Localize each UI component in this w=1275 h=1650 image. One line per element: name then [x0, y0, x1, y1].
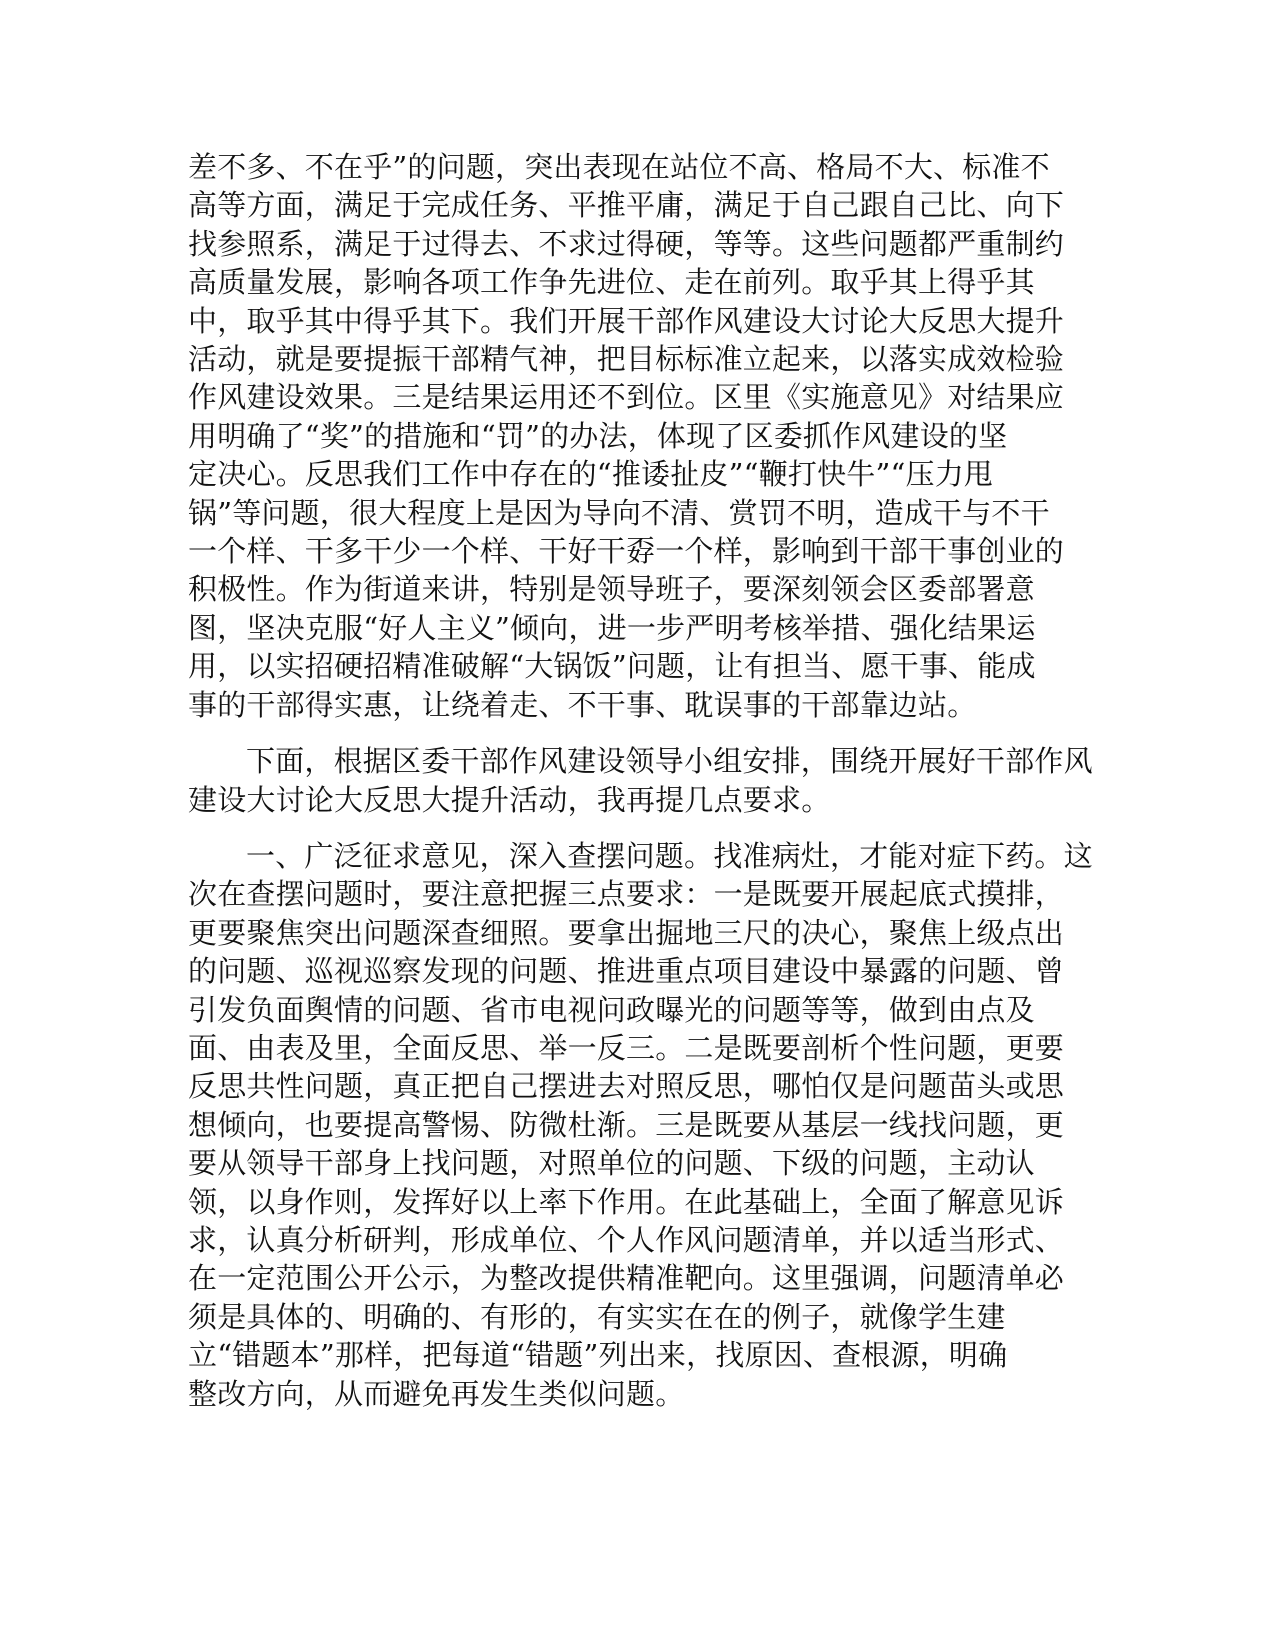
text-line: 想倾向，也要提高警惕、防微杜渐。三是既要从基层一线找问题，更 [188, 1107, 1065, 1142]
text-line: 建设大讨论大反思大提升活动，我再提几点要求。 [188, 782, 831, 817]
text-line: 下面，根据区委干部作风建设领导小组安排，围绕开展好干部作风 [246, 744, 1093, 779]
paragraph-1 [188, 148, 1093, 724]
text-line: 面、由表及里，全面反思、举一反三。二是既要剖析个性问题，更要 [188, 1030, 1065, 1065]
text-line: 立“错题本”那样，把每道“错题”列出来，找原因、查根源，明确 [188, 1338, 1008, 1373]
paragraph-2 [188, 742, 1093, 819]
text-line: 作风建设效果。三是结果运用还不到位。区里《实施意见》对结果应 [188, 380, 1065, 415]
text-line: 用明确了“奖”的措施和“罚”的办法，体现了区委抓作风建设的坚 [188, 418, 1008, 453]
text-line: 在一定范围公开公示，为整改提供精准靶向。这里强调，问题清单必 [188, 1261, 1065, 1296]
text-line: 定决心。反思我们工作中存在的“推诿扯皮”“鞭打快牛”“压力甩 [188, 457, 994, 492]
text-line: 求，认真分析研判，形成单位、个人作风问题清单，并以适当形式、 [188, 1222, 1065, 1257]
text-line: 领，以身作则，发挥好以上率下作用。在此基础上，全面了解意见诉 [188, 1184, 1065, 1219]
text-line: 用，以实招硬招精准破解“大锅饭”问题，让有担当、愿干事、能成 [188, 649, 1036, 684]
text-line: 一个样、干多干少一个样、干好干孬一个样，影响到干部干事创业的 [188, 534, 1065, 569]
text-line: 要从领导干部身上找问题，对照单位的问题、下级的问题，主动认 [188, 1146, 1035, 1181]
text-line: 积极性。作为街道来讲，特别是领导班子，要深刻领会区委部署意 [188, 572, 1035, 607]
text-line: 更要聚焦突出问题深查细照。要拿出掘地三尺的决心，聚焦上级点出 [188, 915, 1065, 950]
paragraph-3 [188, 837, 1093, 1413]
text-line: 高质量发展，影响各项工作争先进位、走在前列。取乎其上得乎其 [188, 265, 1035, 300]
text-line: 高等方面，满足于完成任务、平推平庸，满足于自己跟自己比、向下 [188, 188, 1065, 223]
text-line: 锅”等问题，很大程度上是因为导向不清、赏罚不明，造成干与不干 [188, 495, 1050, 530]
text-line: 反思共性问题，真正把自己摆进去对照反思，哪怕仅是问题苗头或思 [188, 1069, 1065, 1104]
text-line: 的问题、巡视巡察发现的问题、推进重点项目建设中暴露的问题、曾 [188, 954, 1065, 989]
text-line: 整改方向，从而避免再发生类似问题。 [188, 1376, 685, 1411]
document-body [188, 148, 1093, 1413]
text-line: 事的干部得实惠，让绕着走、不干事、耽误事的干部靠边站。 [188, 687, 977, 722]
text-line: 引发负面舆情的问题、省市电视问政曝光的问题等等，做到由点及 [188, 992, 1035, 1027]
text-line: 中，取乎其中得乎其下。我们开展干部作风建设大讨论大反思大提升 [188, 303, 1065, 338]
text-line: 找参照系，满足于过得去、不求过得硬，等等。这些问题都严重制约 [188, 226, 1065, 261]
text-line: 图，坚决克服“好人主义”倾向，进一步严明考核举措、强化结果运 [188, 610, 1036, 645]
text-line: 次在查摆问题时，要注意把握三点要求：一是既要开展起底式摸排， [188, 877, 1065, 912]
text-line: 须是具体的、明确的、有形的，有实实在在的例子，就像学生建 [188, 1299, 1006, 1334]
text-line: 活动，就是要提振干部精气神，把目标标准立起来，以落实成效检验 [188, 342, 1065, 377]
text-line: 一、广泛征求意见，深入查摆问题。找准病灶，才能对症下药。这 [246, 838, 1093, 873]
text-line: 差不多、不在乎”的问题，突出表现在站位不高、格局不大、标准不 [188, 150, 1050, 184]
